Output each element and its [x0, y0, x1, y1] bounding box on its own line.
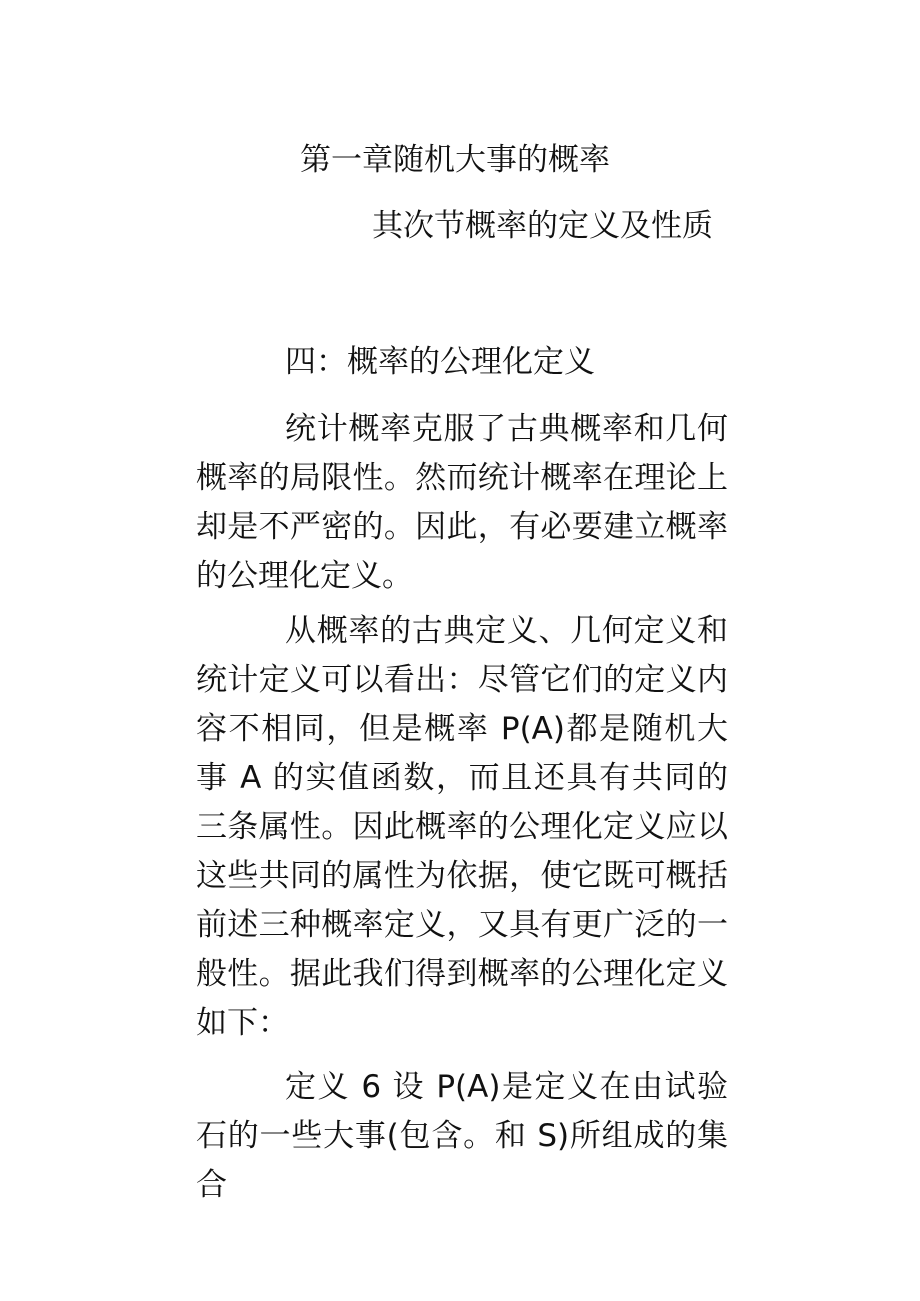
chapter-title: 第一章随机大事的概率: [300, 142, 610, 178]
body-paragraph-common-properties: 从概率的古典定义、几何定义和统计定义可以看出：尽管它们的定义内容不相同，但是概率 P(A)都是随机大事 A 的实值函数，而且还具有共同的三条属性。因此概率的公理化定义应以这些共同的属性为依据，使它既可概括前述三种概率定义，又具有更广泛的一般性。据此我们得到概率的公理化定义如下：: [196, 613, 728, 1041]
body-paragraph-definition-6: 定义 6 设 P(A)是定义在由试验石的一些大事(包含。和 S)所组成的集合: [196, 1069, 728, 1203]
section-title: 其次节概率的定义及性质: [372, 208, 713, 244]
subsection-heading: 四：概率的公理化定义: [285, 344, 595, 380]
body-paragraph-limitations: 统计概率克服了古典概率和几何概率的局限性。然而统计概率在理论上却是不严密的。因此，有必要建立概率的公理化定义。: [196, 411, 728, 594]
